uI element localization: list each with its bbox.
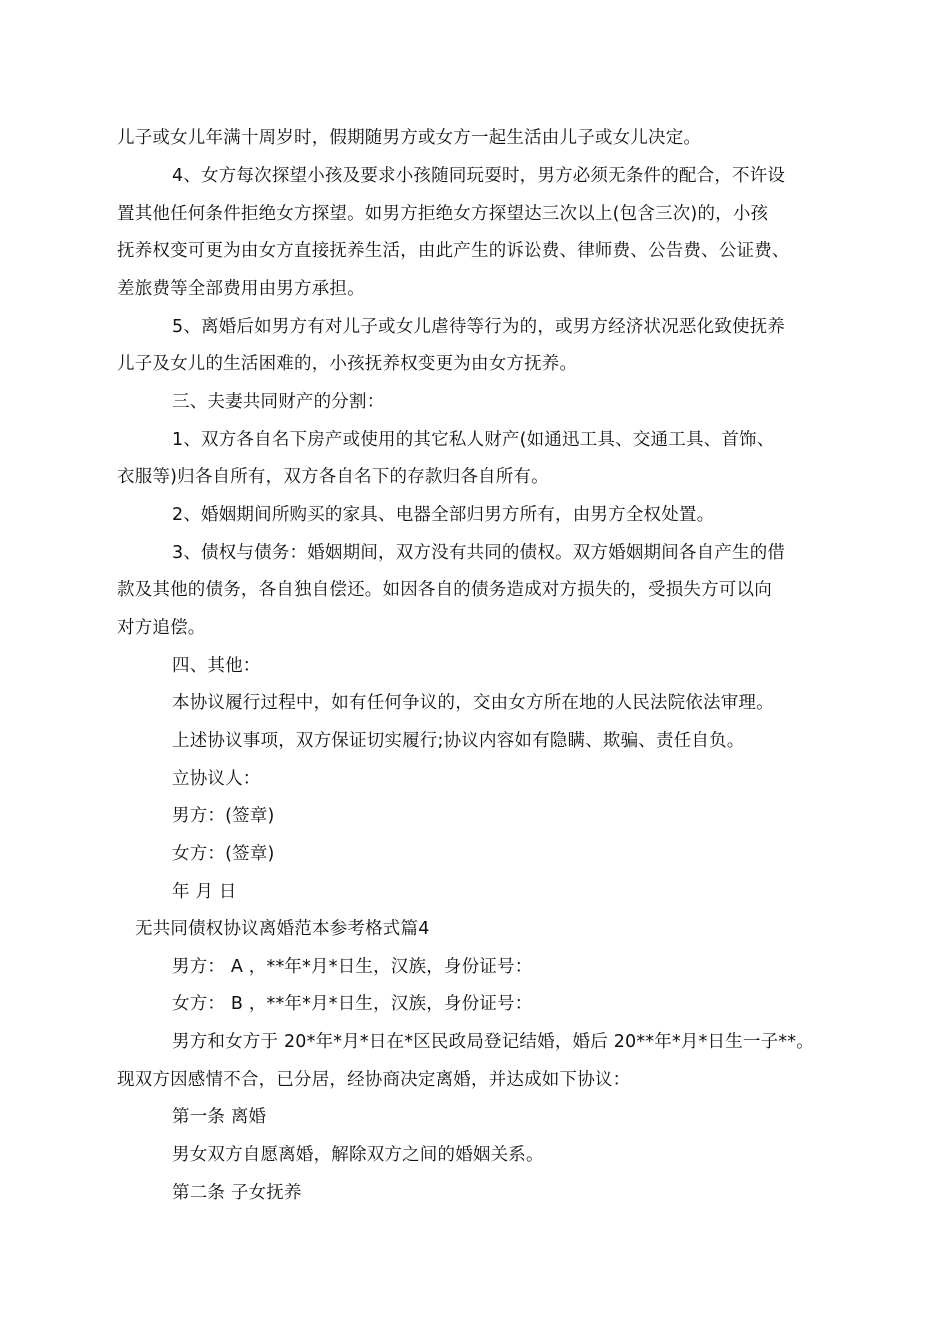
clause-heading: 第一条 离婚 [172, 1107, 267, 1127]
text-line: 儿子或女儿年满十周岁时，假期随男方或女方一起生活由儿子或女儿决定。 [117, 128, 702, 148]
clause-heading: 第二条 子女抚养 [172, 1183, 302, 1203]
section-heading: 三、夫妻共同财产的分割： [172, 392, 385, 412]
text-line: 上述协议事项，双方保证切实履行;协议内容如有隐瞒、欺骗、责任自负。 [172, 731, 745, 751]
text-line: 5、离婚后如男方有对儿子或女儿虐待等行为的，或男方经济状况恶化致使抚养 [172, 317, 786, 337]
text-line: 本协议履行过程中，如有任何争议的，交由女方所在地的人民法院依法审理。 [172, 693, 774, 713]
text-line: 1、双方各自名下房产或使用的其它私人财产(如通迅工具、交通工具、首饰、 [172, 430, 775, 450]
section-heading: 四、其他： [172, 656, 261, 676]
text-line: 4、女方每次探望小孩及要求小孩随同玩耍时，男方必须无条件的配合，不许设 [172, 166, 786, 186]
text-line: 差旅费等全部费用由男方承担。 [117, 279, 365, 299]
article-title: 无共同债权协议离婚范本参考格式篇4 [135, 919, 430, 939]
text-line: 男女双方自愿离婚，解除双方之间的婚姻关系。 [172, 1145, 544, 1165]
text-line: 款及其他的债务，各自独自偿还。如因各自的债务造成对方损失的，受损失方可以向 [117, 580, 772, 600]
signature-line: 女方：(签章) [172, 844, 275, 864]
date-line: 年 月 日 [172, 882, 237, 902]
text-line: 立协议人： [172, 769, 261, 789]
text-line: 2、婚姻期间所购买的家具、电器全部归男方所有，由男方全权处置。 [172, 505, 715, 525]
text-line: 抚养权变可更为由女方直接抚养生活，由此产生的诉讼费、律师费、公告费、公证费、 [117, 241, 790, 261]
text-line: 3、债权与债务：婚姻期间，双方没有共同的债权。双方婚姻期间各自产生的借 [172, 543, 786, 563]
text-line: 女方： B ，**年*月*日生，汉族，身份证号： [172, 994, 533, 1014]
text-line: 衣服等)归各自所有，双方各自名下的存款归各自所有。 [117, 467, 549, 487]
text-line: 置其他任何条件拒绝女方探望。如男方拒绝女方探望达三次以上(包含三次)的，小孩 [117, 204, 769, 224]
signature-line: 男方：(签章) [172, 806, 275, 826]
text-line: 儿子及女儿的生活困难的，小孩抚养权变更为由女方抚养。 [117, 354, 578, 374]
text-line: 现双方因感情不合，已分居，经协商决定离婚，并达成如下协议： [117, 1070, 631, 1090]
text-line: 对方追偿。 [117, 618, 206, 638]
text-line: 男方和女方于 20*年*月*日在*区民政局登记结婚，婚后 20**年*月*日生一子**。 [172, 1032, 814, 1052]
text-line: 男方： A ，**年*月*日生，汉族，身份证号： [172, 957, 533, 977]
